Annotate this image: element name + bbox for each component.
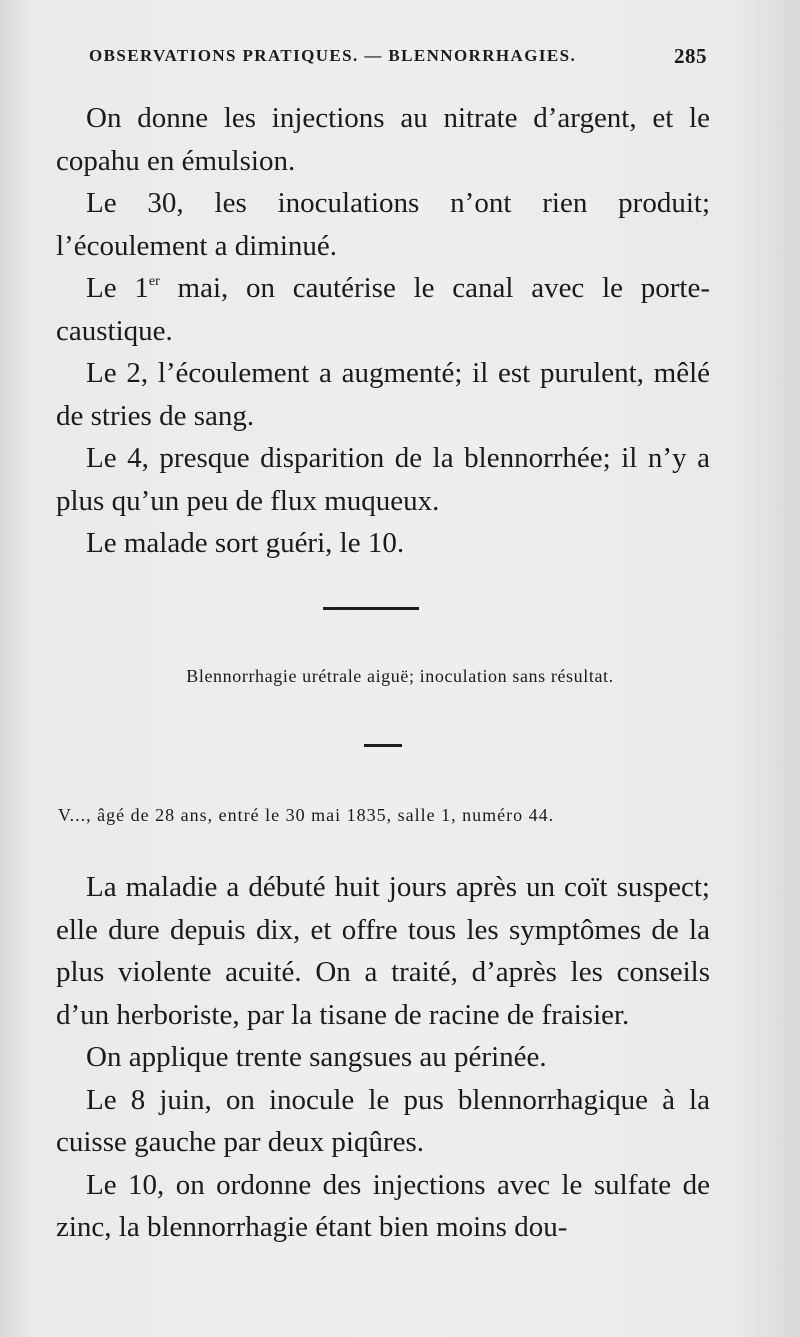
page-number: 285 <box>674 44 707 68</box>
paragraph: La maladie a débuté huit jours après un coït suspect; elle dure depuis dix, et offre tous les symptômes de la plus violente acuité. On a traité, d’après les conseils d’un herboriste, par la tisane de racine de fraisier. <box>56 871 710 1031</box>
bottom-text-block <box>56 866 710 1249</box>
paragraph: Le 2, l’écoulement a augmenté; il est purulent, mêlé de stries de sang. <box>56 357 710 432</box>
section-title: Blennorrhagie urétrale aiguë; inoculation sans résultat. <box>186 666 614 686</box>
date-prefix: Le 1 <box>86 272 149 304</box>
paragraph: Le 8 juin, on inocule le pus blennorrhagique à la cuisse gauche par deux piqûres. <box>56 1083 710 1158</box>
case-header: V..., âgé de 28 ans, entré le 30 mai 1835, salle 1, numéro 44. <box>58 805 555 825</box>
section-divider-rule <box>323 607 419 610</box>
paragraph: Le malade sort guéri, le 10. <box>86 527 405 559</box>
ordinal-superscript: er <box>148 274 160 289</box>
paragraph-rest: mai, on cautérise le canal avec le porte-caustique. <box>56 272 710 347</box>
paragraph: On applique trente sangsues au périnée. <box>86 1041 547 1073</box>
top-text-block <box>56 97 710 565</box>
short-divider-rule <box>364 744 402 747</box>
paragraph: Le 30, les inoculations n’ont rien produit; l’écoulement a diminué. <box>56 187 710 262</box>
running-title: OBSERVATIONS PRATIQUES. — BLENNORRHAGIES. <box>89 46 577 65</box>
paragraph <box>56 267 710 352</box>
paragraph: On donne les injections au nitrate d’argent, et le copahu en émulsion. <box>56 102 710 177</box>
paragraph: Le 10, on ordonne des injections avec le sulfate de zinc, la blennorrhagie étant bien moins dou- <box>56 1168 710 1243</box>
running-header <box>89 46 707 66</box>
paragraph: Le 4, presque disparition de la blennorrhée; il n’y a plus qu’un peu de flux muqueux. <box>56 442 710 517</box>
